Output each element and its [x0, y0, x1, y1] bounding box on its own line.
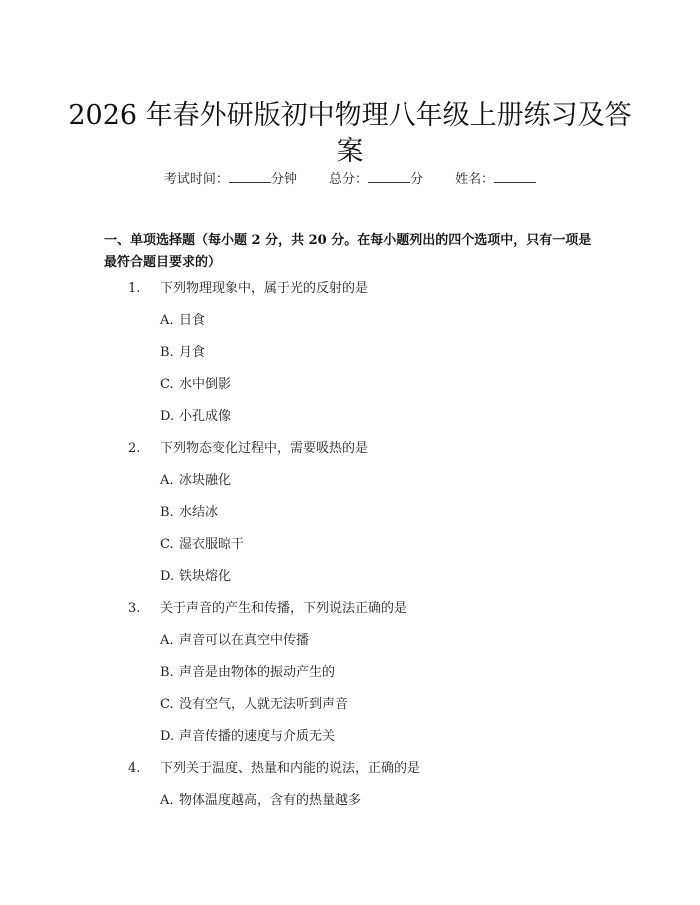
- exam-time-label: 考试时间：: [163, 172, 229, 187]
- option-letter: C.: [160, 697, 174, 712]
- question-stem: 下列物态变化过程中，需要吸热的是: [160, 441, 369, 456]
- option-letter: A.: [160, 793, 174, 808]
- option-item: [0, 311, 700, 343]
- exam-time-unit: 分钟: [270, 172, 297, 187]
- option-text: 水结冰: [179, 505, 219, 520]
- option-text: 物体温度越高，含有的热量越多: [179, 793, 362, 808]
- question-number: 2.: [128, 441, 141, 456]
- option-item: [0, 727, 700, 759]
- question-stem: 关于声音的产生和传播，下列说法正确的是: [160, 601, 408, 616]
- question-number: 1.: [128, 281, 141, 296]
- option-item: [0, 791, 700, 823]
- section-heading: 一、单项选择题（每小题 2 分，共 20 分。在每小题列出的四个选项中，只有一项是最符合题目要求的）: [104, 233, 592, 270]
- student-name-label: 姓名：: [455, 172, 495, 187]
- question-item: [0, 599, 700, 631]
- option-letter: D.: [160, 729, 175, 744]
- option-text: 日食: [179, 313, 206, 328]
- exam-info-line: [0, 168, 700, 187]
- option-text: 小孔成像: [179, 409, 232, 424]
- question-stem: 下列关于温度、热量和内能的说法，正确的是: [160, 761, 421, 776]
- exam-time-blank: [229, 171, 271, 183]
- option-letter: D.: [160, 409, 175, 424]
- question-number: 3.: [128, 601, 141, 616]
- option-item: [0, 503, 700, 535]
- option-text: 没有空气，人就无法听到声音: [179, 697, 349, 712]
- option-letter: D.: [160, 569, 175, 584]
- option-letter: C.: [160, 537, 174, 552]
- option-text: 铁块熔化: [179, 569, 232, 584]
- option-letter: B.: [160, 665, 174, 680]
- question-list: [0, 279, 700, 823]
- option-letter: B.: [160, 345, 174, 360]
- option-letter: C.: [160, 377, 174, 392]
- option-letter: A.: [160, 633, 174, 648]
- option-item: [0, 663, 700, 695]
- question-item: [0, 279, 700, 311]
- option-text: 声音可以在真空中传播: [179, 633, 310, 648]
- document-title: 2026 年春外研版初中物理八年级上册练习及答案: [68, 100, 632, 168]
- question-stem: 下列物理现象中，属于光的反射的是: [160, 281, 369, 296]
- option-item: [0, 631, 700, 663]
- total-score-blank: [368, 171, 410, 183]
- option-text: 声音是由物体的振动产生的: [179, 665, 336, 680]
- question-item: [0, 759, 700, 791]
- question-item: [0, 439, 700, 471]
- option-item: [0, 471, 700, 503]
- option-item: [0, 535, 700, 567]
- option-text: 冰块融化: [179, 473, 232, 488]
- exam-time-field: [164, 172, 301, 187]
- total-score-unit: 分: [410, 172, 424, 187]
- option-text: 湿衣服晾干: [179, 537, 245, 552]
- option-text: 水中倒影: [179, 377, 232, 392]
- student-name-field: [455, 172, 536, 187]
- total-score-field: [329, 172, 427, 187]
- option-letter: B.: [160, 505, 174, 520]
- total-score-label: 总分：: [328, 172, 368, 187]
- option-letter: A.: [160, 473, 174, 488]
- option-item: [0, 407, 700, 439]
- option-item: [0, 567, 700, 599]
- option-text: 月食: [179, 345, 206, 360]
- option-text: 声音传播的速度与介质无关: [179, 729, 336, 744]
- option-item: [0, 375, 700, 407]
- student-name-blank: [494, 171, 536, 183]
- option-item: [0, 695, 700, 727]
- question-number: 4.: [128, 761, 141, 776]
- option-item: [0, 343, 700, 375]
- option-letter: A.: [160, 313, 174, 328]
